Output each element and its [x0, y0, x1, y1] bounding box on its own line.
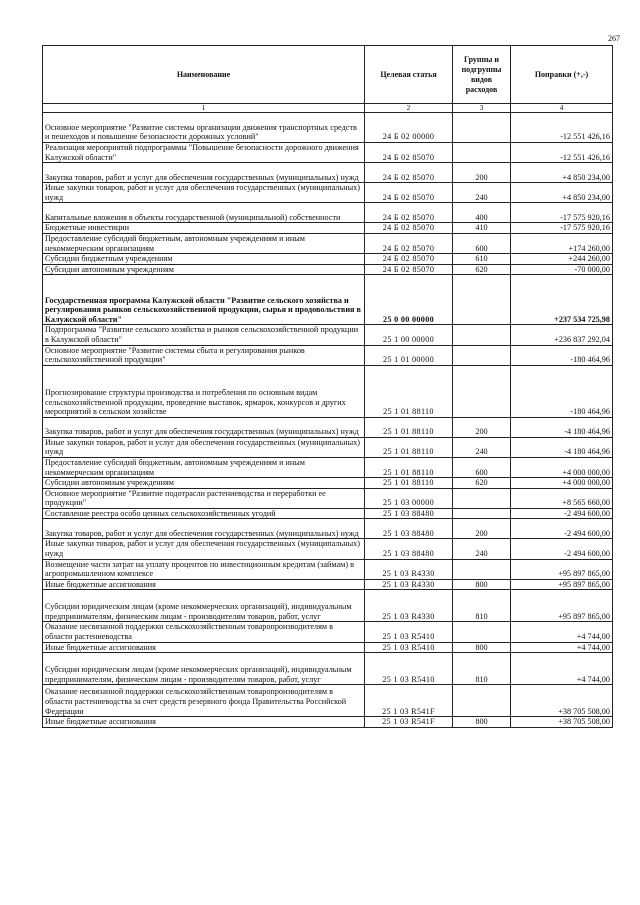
- table-row: [43, 275, 613, 325]
- row-group-code: 620: [453, 478, 511, 489]
- column-number: 4: [511, 104, 613, 113]
- table-row: [43, 223, 613, 234]
- row-target-code: 24 Б 02 85070: [365, 143, 453, 163]
- row-target-code: 24 Б 02 85070: [365, 264, 453, 275]
- row-name: Подпрограмма "Развитие сельского хозяйства и рынков сельскохозяйственной продукции в Калужской области": [43, 325, 365, 345]
- row-name: Оказание несвязанной поддержки сельскохозяйственным товаропроизводителям в области растениеводства за счет средств резервного фонда Правительства Российской Федерации: [43, 685, 365, 717]
- row-name: Иные закупки товаров, работ и услуг для обеспечения государственных (муниципальных) нужд: [43, 539, 365, 559]
- row-amount: -4 180 464,96: [511, 437, 613, 457]
- row-target-code: 25 1 03 00000: [365, 488, 453, 508]
- row-name: Составление реестра особо ценных сельскохозяйственных угодий: [43, 508, 365, 519]
- row-amount: -2 494 600,00: [511, 539, 613, 559]
- row-target-code: 24 Б 02 85070: [365, 233, 453, 253]
- row-amount: +174 260,00: [511, 233, 613, 253]
- row-group-code: [453, 345, 511, 365]
- header-target: Целевая статья: [365, 46, 453, 104]
- row-name: Основное мероприятие "Развитие системы сбыта и регулирования рынков сельскохозяйственной продукции": [43, 345, 365, 365]
- row-target-code: 24 Б 02 85070: [365, 203, 453, 223]
- table-row: [43, 233, 613, 253]
- table-row: [43, 264, 613, 275]
- row-target-code: 24 Б 02 85070: [365, 183, 453, 203]
- row-name: Иные бюджетные ассигнования: [43, 717, 365, 728]
- row-amount: -17 575 920,16: [511, 223, 613, 234]
- row-name: Иные бюджетные ассигнования: [43, 579, 365, 590]
- row-name: Субсидии автономным учреждениям: [43, 478, 365, 489]
- row-name: Субсидии автономным учреждениям: [43, 264, 365, 275]
- column-number: 2: [365, 104, 453, 113]
- row-name: Основное мероприятие "Развитие системы организации движения транспортных средств и пешеходов и повышение безопасности дорожных условий": [43, 113, 365, 143]
- row-amount: -12 551 426,16: [511, 143, 613, 163]
- row-name: Основное мероприятие "Развитие подотрасли растениеводства и переработки ее продукции": [43, 488, 365, 508]
- row-group-code: [453, 143, 511, 163]
- table-row: [43, 143, 613, 163]
- row-target-code: 25 1 00 00000: [365, 325, 453, 345]
- row-target-code: 25 1 01 88110: [365, 478, 453, 489]
- row-target-code: 25 1 03 R4330: [365, 590, 453, 622]
- row-target-code: 25 1 01 88110: [365, 365, 453, 417]
- row-name: Реализация мероприятий подпрограммы "Повышение безопасности дорожного движения Калужской области": [43, 143, 365, 163]
- row-amount: +38 705 508,00: [511, 717, 613, 728]
- row-target-code: 25 1 01 88110: [365, 457, 453, 477]
- table-row: [43, 519, 613, 539]
- row-amount: -4 180 464,96: [511, 417, 613, 437]
- table-row: [43, 254, 613, 265]
- table-row: [43, 325, 613, 345]
- row-target-code: 25 0 00 00000: [365, 275, 453, 325]
- row-amount: +244 260,00: [511, 254, 613, 265]
- row-amount: -180 464,96: [511, 365, 613, 417]
- row-target-code: 25 1 03 88480: [365, 539, 453, 559]
- row-target-code: 25 1 03 R5410: [365, 642, 453, 653]
- row-target-code: 25 1 01 88110: [365, 437, 453, 457]
- row-target-code: 24 Б 02 85070: [365, 254, 453, 265]
- budget-table: [42, 45, 613, 728]
- table-row: [43, 488, 613, 508]
- row-name: Субсидии юридическим лицам (кроме некоммерческих организаций), индивидуальным предпринимателям, физическим лицам - производителям товаров, работ, услуг: [43, 653, 365, 685]
- row-amount: +4 000 000,00: [511, 457, 613, 477]
- row-name: Закупка товаров, работ и услуг для обеспечения государственных (муниципальных) нужд: [43, 417, 365, 437]
- table-row: [43, 590, 613, 622]
- table-row: [43, 622, 613, 642]
- row-name: Субсидии бюджетным учреждениям: [43, 254, 365, 265]
- row-target-code: 25 1 03 R4330: [365, 579, 453, 590]
- table-row: [43, 559, 613, 579]
- table-row: [43, 508, 613, 519]
- row-group-code: 800: [453, 642, 511, 653]
- row-target-code: 25 1 03 R4330: [365, 559, 453, 579]
- row-group-code: 610: [453, 254, 511, 265]
- row-group-code: 240: [453, 539, 511, 559]
- table-row: [43, 579, 613, 590]
- row-group-code: [453, 275, 511, 325]
- table-row: [43, 478, 613, 489]
- row-amount: -180 464,96: [511, 345, 613, 365]
- row-group-code: [453, 622, 511, 642]
- row-amount: +4 000 000,00: [511, 478, 613, 489]
- row-amount: +38 705 508,00: [511, 685, 613, 717]
- row-name: Закупка товаров, работ и услуг для обеспечения государственных (муниципальных) нужд: [43, 163, 365, 183]
- row-name: Иные бюджетные ассигнования: [43, 642, 365, 653]
- row-group-code: 600: [453, 233, 511, 253]
- row-name: Иные закупки товаров, работ и услуг для обеспечения государственных (муниципальных) нужд: [43, 183, 365, 203]
- row-group-code: [453, 325, 511, 345]
- row-amount: +8 565 660,00: [511, 488, 613, 508]
- row-name: Бюджетные инвестиции: [43, 223, 365, 234]
- row-amount: -17 575 920,16: [511, 203, 613, 223]
- table-row: [43, 183, 613, 203]
- row-target-code: 25 1 01 88110: [365, 417, 453, 437]
- row-amount: +4 850 234,00: [511, 163, 613, 183]
- row-amount: +95 897 865,00: [511, 559, 613, 579]
- row-target-code: 25 1 03 R541F: [365, 685, 453, 717]
- row-target-code: 25 1 01 00000: [365, 345, 453, 365]
- row-target-code: 24 Б 02 00000: [365, 113, 453, 143]
- row-target-code: 25 1 03 88480: [365, 519, 453, 539]
- row-group-code: 200: [453, 519, 511, 539]
- row-target-code: 25 1 03 88480: [365, 508, 453, 519]
- table-row: [43, 163, 613, 183]
- table-row: [43, 417, 613, 437]
- row-target-code: 24 Б 02 85070: [365, 223, 453, 234]
- table-row: [43, 539, 613, 559]
- header-name: Наименование: [43, 46, 365, 104]
- row-group-code: 800: [453, 579, 511, 590]
- row-group-code: [453, 488, 511, 508]
- table-row: [43, 203, 613, 223]
- table-row: [43, 653, 613, 685]
- row-group-code: 800: [453, 717, 511, 728]
- row-group-code: 200: [453, 163, 511, 183]
- row-name: Государственная программа Калужской области "Развитие сельского хозяйства и регулирования рынков сельскохозяйственной продукции, сырья и продовольствия в Калужской области": [43, 275, 365, 325]
- table-row: [43, 365, 613, 417]
- row-group-code: [453, 508, 511, 519]
- row-name: Капитальные вложения в объекты государственной (муниципальной) собственности: [43, 203, 365, 223]
- table-row: [43, 437, 613, 457]
- row-group-code: 410: [453, 223, 511, 234]
- row-name: Субсидии юридическим лицам (кроме некоммерческих организаций), индивидуальным предпринимателям, физическим лицам - производителям товаров, работ, услуг: [43, 590, 365, 622]
- row-target-code: 25 1 03 R541F: [365, 717, 453, 728]
- column-number: 3: [453, 104, 511, 113]
- row-group-code: 240: [453, 437, 511, 457]
- table-row: [43, 685, 613, 717]
- row-name: Предоставление субсидий бюджетным, автономным учреждениям и иным некоммерческим организациям: [43, 457, 365, 477]
- row-group-code: [453, 559, 511, 579]
- row-group-code: 810: [453, 590, 511, 622]
- row-group-code: 620: [453, 264, 511, 275]
- row-amount: +95 897 865,00: [511, 590, 613, 622]
- row-group-code: 600: [453, 457, 511, 477]
- row-target-code: 25 1 03 R5410: [365, 622, 453, 642]
- row-amount: +236 837 292,04: [511, 325, 613, 345]
- row-group-code: 810: [453, 653, 511, 685]
- row-group-code: [453, 685, 511, 717]
- row-name: Возмещение части затрат на уплату процентов по инвестиционным кредитам (займам) в агропромышленном комплексе: [43, 559, 365, 579]
- table-header-row: [43, 46, 613, 104]
- row-group-code: 200: [453, 417, 511, 437]
- header-amendments: Поправки (+,-): [511, 46, 613, 104]
- row-target-code: 25 1 03 R5410: [365, 653, 453, 685]
- row-amount: -2 494 600,00: [511, 508, 613, 519]
- row-name: Предоставление субсидий бюджетным, автономным учреждениям и иным некоммерческим организациям: [43, 233, 365, 253]
- table-row: [43, 345, 613, 365]
- column-number-row: [43, 104, 613, 113]
- row-amount: +4 744,00: [511, 653, 613, 685]
- row-amount: +237 534 725,98: [511, 275, 613, 325]
- row-amount: -70 000,00: [511, 264, 613, 275]
- table-row: [43, 457, 613, 477]
- table-row: [43, 642, 613, 653]
- row-group-code: [453, 365, 511, 417]
- row-amount: +4 744,00: [511, 622, 613, 642]
- row-name: Закупка товаров, работ и услуг для обеспечения государственных (муниципальных) нужд: [43, 519, 365, 539]
- page-number: 267: [608, 34, 620, 43]
- row-group-code: [453, 113, 511, 143]
- row-amount: +4 744,00: [511, 642, 613, 653]
- row-target-code: 24 Б 02 85070: [365, 163, 453, 183]
- row-name: Оказание несвязанной поддержки сельскохозяйственным товаропроизводителям в области растениеводства: [43, 622, 365, 642]
- row-group-code: 400: [453, 203, 511, 223]
- row-name: Иные закупки товаров, работ и услуг для обеспечения государственных (муниципальных) нужд: [43, 437, 365, 457]
- column-number: 1: [43, 104, 365, 113]
- row-amount: +4 850 234,00: [511, 183, 613, 203]
- row-amount: -2 494 600,00: [511, 519, 613, 539]
- row-amount: +95 897 865,00: [511, 579, 613, 590]
- header-groups: Группы и подгруппы видов расходов: [453, 46, 511, 104]
- row-name: Прогнозирование структуры производства и потребления по основным видам сельскохозяйственной продукции, проведение выставок, ярмарок, конкурсов и других мероприятий в сельском хозяйстве: [43, 365, 365, 417]
- row-group-code: 240: [453, 183, 511, 203]
- table-row: [43, 717, 613, 728]
- row-amount: -12 551 426,16: [511, 113, 613, 143]
- table-row: [43, 113, 613, 143]
